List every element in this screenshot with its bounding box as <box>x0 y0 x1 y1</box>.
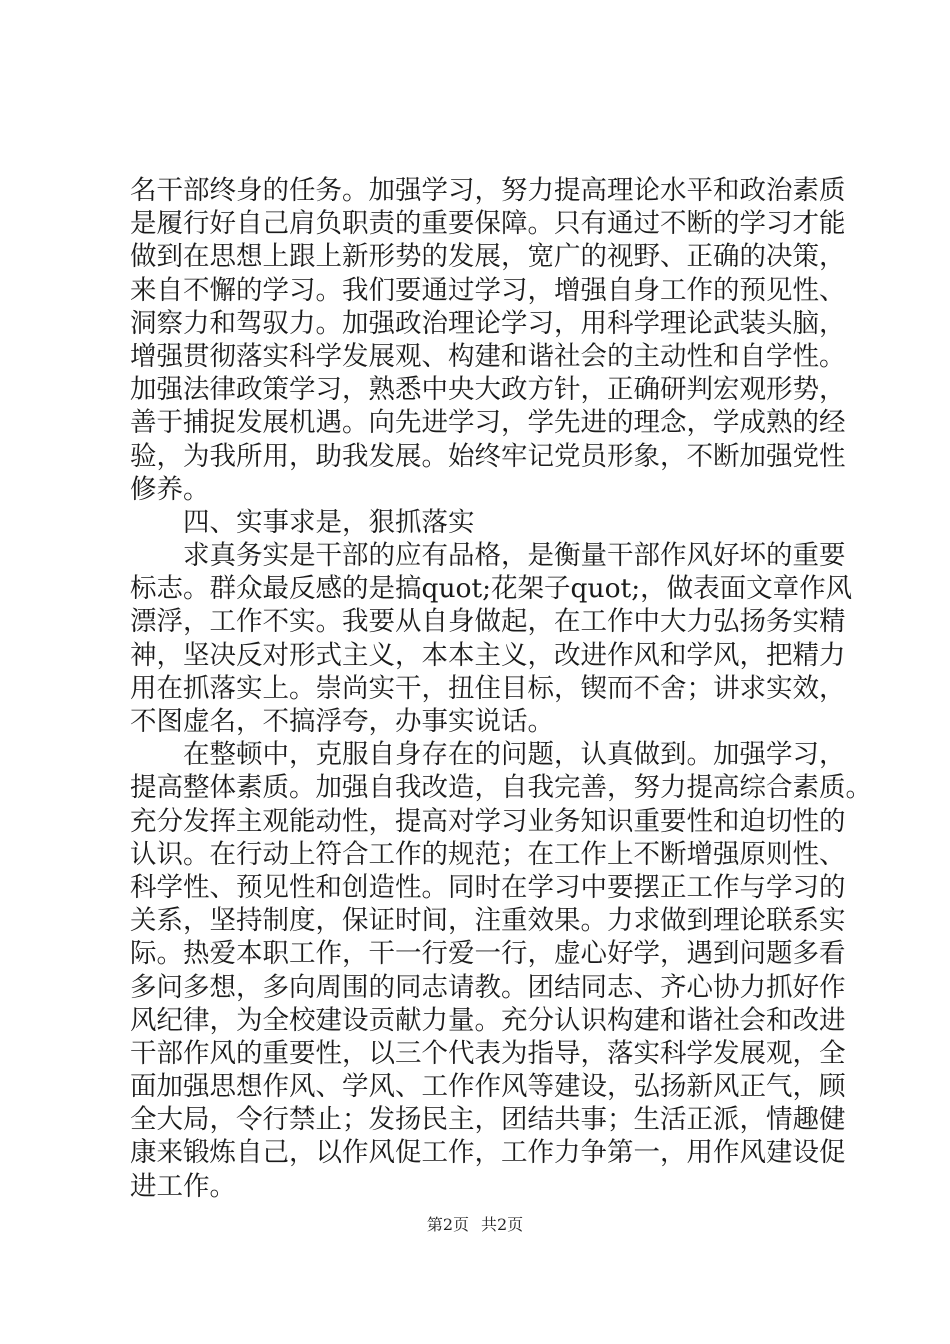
text-line: 不图虚名，不搞浮夸，办事实说话。 <box>130 706 554 737</box>
text-line: 充分发挥主观能动性，提高对学习业务知识重要性和迫切性的 <box>130 805 846 837</box>
text-line: 在整顿中，克服自身存在的问题，认真做到。加强学习， <box>183 739 846 771</box>
text-line: 神，坚决反对形式主义，本本主义，改进作风和学风，把精力 <box>130 639 846 671</box>
text-line: 验，为我所用，助我发展。始终牢记党员形象，不断加强党性 <box>130 440 846 472</box>
text-line: 标志。群众最反感的是搞quot;花架子quot;，做表面文章作风 <box>130 573 853 605</box>
text-line: 四、实事求是，狠抓落实 <box>183 506 475 538</box>
text-line: 认识。在行动上符合工作的规范；在工作上不断增强原则性、 <box>130 838 846 870</box>
text-line: 提高整体素质。加强自我改造，自我完善，努力提高综合素质。 <box>130 772 872 804</box>
text-line: 增强贯彻落实科学发展观、构建和谐社会的主动性和自学性。 <box>130 340 846 372</box>
text-line: 求真务实是干部的应有品格，是衡量干部作风好坏的重要 <box>183 540 846 572</box>
text-line: 名干部终身的任务。加强学习，努力提高理论水平和政治素质 <box>130 175 846 206</box>
text-line: 多问多想，多向周围的同志请教。团结同志、齐心协力抓好作 <box>130 971 846 1003</box>
page-footer <box>0 1215 950 1235</box>
text-line: 际。热爱本职工作，干一行爱一行，虚心好学，遇到问题多看 <box>130 938 846 970</box>
page-number: 第2页 <box>426 1215 469 1234</box>
text-line: 科学性、预见性和创造性。同时在学习中要摆正工作与学习的 <box>130 871 846 903</box>
text-line: 加强法律政策学习，熟悉中央大政方针，正确研判宏观形势， <box>130 374 846 406</box>
text-line: 面加强思想作风、学风、工作作风等建设，弘扬新风正气，顾 <box>130 1071 846 1103</box>
text-line: 进工作。 <box>130 1170 236 1202</box>
text-line: 全大局，令行禁止；发扬民主，团结共事；生活正派，情趣健 <box>130 1104 846 1136</box>
document-body <box>130 174 872 1203</box>
text-line: 关系，坚持制度，保证时间，注重效果。力求做到理论联系实 <box>130 905 846 937</box>
text-line: 是履行好自己肩负职责的重要保障。只有通过不断的学习才能 <box>130 208 846 240</box>
text-line: 风纪律，为全校建设贡献力量。充分认识构建和谐社会和改进 <box>130 1004 846 1036</box>
text-line: 做到在思想上跟上新形势的发展，宽广的视野、正确的决策， <box>130 241 846 273</box>
page-total: 共2页 <box>481 1215 524 1234</box>
text-line: 干部作风的重要性，以三个代表为指导，落实科学发展观，全 <box>130 1037 846 1069</box>
text-line: 善于捕捉发展机遇。向先进学习，学先进的理念，学成熟的经 <box>130 407 846 439</box>
text-line: 洞察力和驾驭力。加强政治理论学习，用科学理论武装头脑， <box>130 307 846 339</box>
text-line: 修养。 <box>130 473 210 505</box>
text-line: 漂浮，工作不实。我要从自身做起，在工作中大力弘扬务实精 <box>130 606 846 638</box>
text-line: 来自不懈的学习。我们要通过学习，增强自身工作的预见性、 <box>130 274 846 306</box>
text-line: 康来锻炼自己，以作风促工作，工作力争第一，用作风建设促 <box>130 1137 846 1169</box>
text-line: 用在抓落实上。崇尚实干，扭住目标，锲而不舍；讲求实效， <box>130 672 846 704</box>
